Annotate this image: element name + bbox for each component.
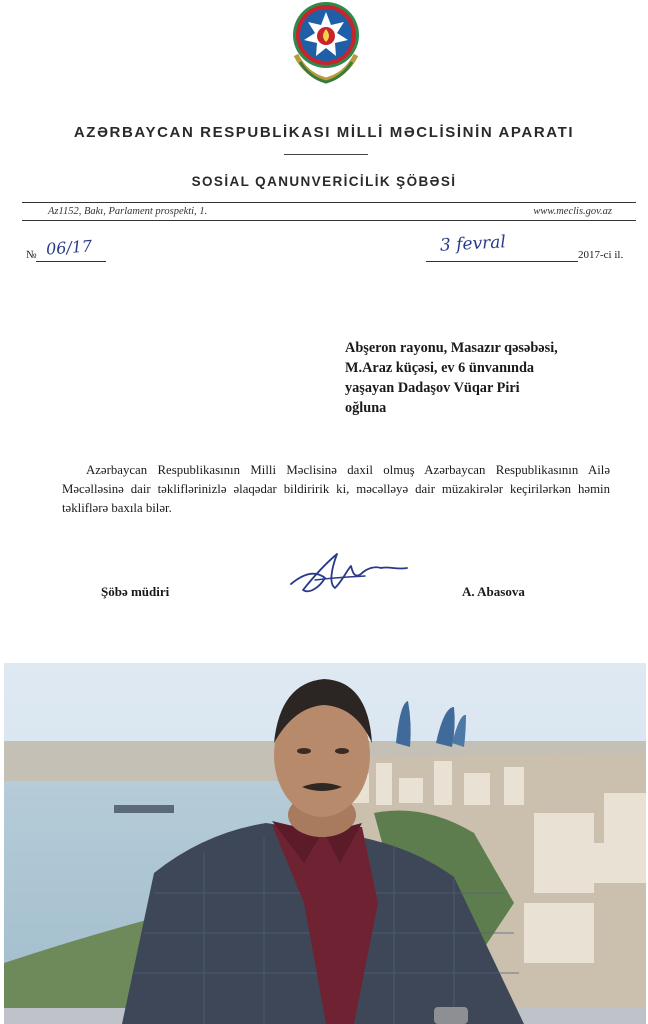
header-rule-bottom — [22, 220, 636, 221]
handwritten-number: 06/17 — [45, 236, 93, 259]
date-suffix: 2017-ci il. — [578, 249, 624, 261]
wrist-watch — [434, 1007, 468, 1024]
letter-body: Azərbaycan Respublikasının Milli Məclisinə daxil olmuş Azərbaycan Respublikasının Ailə Məcəlləsinə dair təkliflərinizlə əlaqədar bildiririk ki, məcəlləyə dair müzakirələr keçirilərkən həmin təkliflərə baxıla bilər. — [62, 463, 610, 515]
portrait-photo — [4, 663, 646, 1024]
organization-title: AZƏRBAYCAN RESPUBLİKASI MİLLİ MƏCLİSİNİN APARATI — [73, 124, 575, 141]
boat — [114, 805, 174, 813]
signer-role: Şöbə müdiri — [101, 584, 170, 599]
website-line: www.meclis.gov.az — [533, 206, 612, 217]
recipient-line: Abşeron rayonu, Masazır qəsəbəsi, — [345, 340, 558, 356]
date-line — [426, 261, 578, 262]
recipient-line: M.Araz küçəsi, ev 6 ünvanında — [345, 360, 535, 376]
number-label: № — [26, 249, 37, 261]
recipient-line: yaşayan Dadaşov Vüqar Piri — [345, 380, 520, 396]
recipient-block — [345, 338, 610, 418]
recipient-line: oğluna — [345, 400, 387, 416]
header-rule-top — [22, 202, 636, 203]
department-title: SOSİAL QANUNVERİCİLİK ŞÖBƏSİ — [191, 174, 457, 189]
azerbaijan-state-emblem-icon — [286, 0, 366, 90]
number-line — [36, 261, 106, 262]
signer-name: A. Abasova — [462, 584, 525, 599]
right-eye — [335, 748, 349, 754]
title-underline — [284, 154, 368, 155]
handwritten-signature — [285, 544, 413, 602]
left-eye — [297, 748, 311, 754]
handwritten-date: 3 fevral — [439, 232, 507, 256]
address-line: Az1152, Bakı, Parlament prospekti, 1. — [48, 206, 208, 217]
